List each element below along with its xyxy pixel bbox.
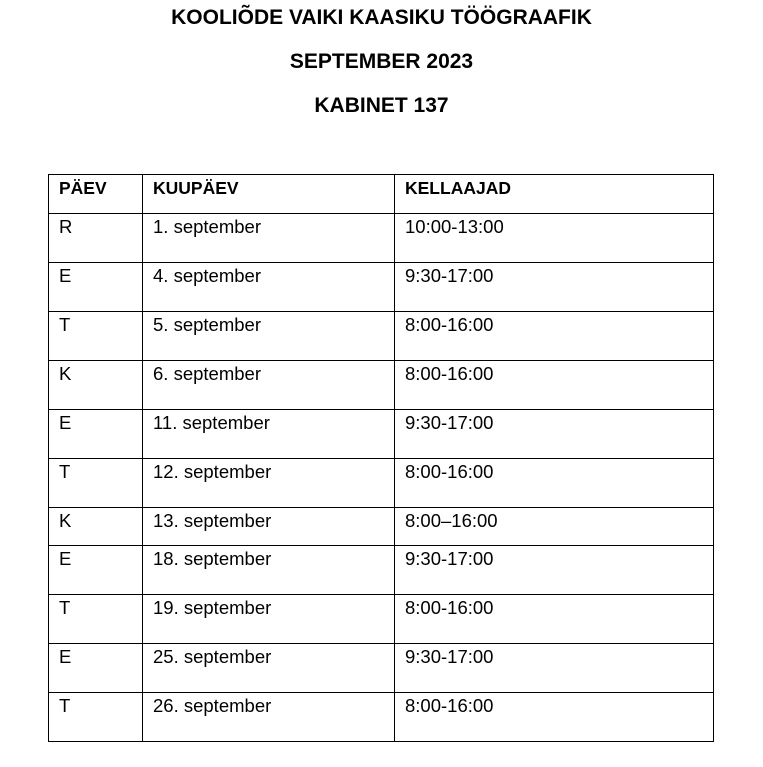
cell-date: 12. september bbox=[143, 459, 395, 508]
cell-hours: 10:00-13:00 bbox=[395, 214, 714, 263]
table-header-row bbox=[49, 175, 714, 214]
cell-date: 4. september bbox=[143, 263, 395, 312]
cell-day: T bbox=[49, 312, 143, 361]
document-room: KABINET 137 bbox=[314, 94, 449, 117]
table-row bbox=[49, 361, 714, 410]
column-header-hours: KELLAAJAD bbox=[395, 175, 714, 214]
table-row bbox=[49, 508, 714, 546]
cell-date: 5. september bbox=[143, 312, 395, 361]
cell-date: 18. september bbox=[143, 546, 395, 595]
cell-hours: 9:30-17:00 bbox=[395, 410, 714, 459]
cell-day: E bbox=[49, 410, 143, 459]
cell-day: K bbox=[49, 508, 143, 546]
cell-date: 1. september bbox=[143, 214, 395, 263]
cell-day: T bbox=[49, 459, 143, 508]
cell-day: E bbox=[49, 263, 143, 312]
cell-hours: 8:00-16:00 bbox=[395, 595, 714, 644]
table-row bbox=[49, 644, 714, 693]
table-row bbox=[49, 546, 714, 595]
cell-date: 13. september bbox=[143, 508, 395, 546]
document-month: SEPTEMBER 2023 bbox=[289, 50, 474, 73]
cell-hours: 8:00-16:00 bbox=[395, 693, 714, 742]
column-header-day: PÄEV bbox=[49, 175, 143, 214]
cell-hours: 8:00-16:00 bbox=[395, 312, 714, 361]
cell-date: 19. september bbox=[143, 595, 395, 644]
cell-hours: 8:00–16:00 bbox=[395, 508, 714, 546]
cell-date: 25. september bbox=[143, 644, 395, 693]
cell-day: T bbox=[49, 693, 143, 742]
table-row bbox=[49, 693, 714, 742]
table-row bbox=[49, 459, 714, 508]
cell-hours: 8:00-16:00 bbox=[395, 459, 714, 508]
column-header-date: KUUPÄEV bbox=[143, 175, 395, 214]
cell-date: 6. september bbox=[143, 361, 395, 410]
cell-hours: 8:00-16:00 bbox=[395, 361, 714, 410]
cell-hours: 9:30-17:00 bbox=[395, 263, 714, 312]
document-title: KOOLIÕDE VAIKI KAASIKU TÖÖGRAAFIK bbox=[171, 6, 592, 29]
cell-day: T bbox=[49, 595, 143, 644]
cell-hours: 9:30-17:00 bbox=[395, 644, 714, 693]
cell-date: 11. september bbox=[143, 410, 395, 459]
table-row bbox=[49, 410, 714, 459]
table-row bbox=[49, 595, 714, 644]
cell-day: E bbox=[49, 546, 143, 595]
schedule-table bbox=[48, 174, 714, 742]
table-row bbox=[49, 312, 714, 361]
table-row bbox=[49, 214, 714, 263]
cell-day: E bbox=[49, 644, 143, 693]
cell-day: K bbox=[49, 361, 143, 410]
cell-date: 26. september bbox=[143, 693, 395, 742]
table-row bbox=[49, 263, 714, 312]
cell-day: R bbox=[49, 214, 143, 263]
cell-hours: 9:30-17:00 bbox=[395, 546, 714, 595]
